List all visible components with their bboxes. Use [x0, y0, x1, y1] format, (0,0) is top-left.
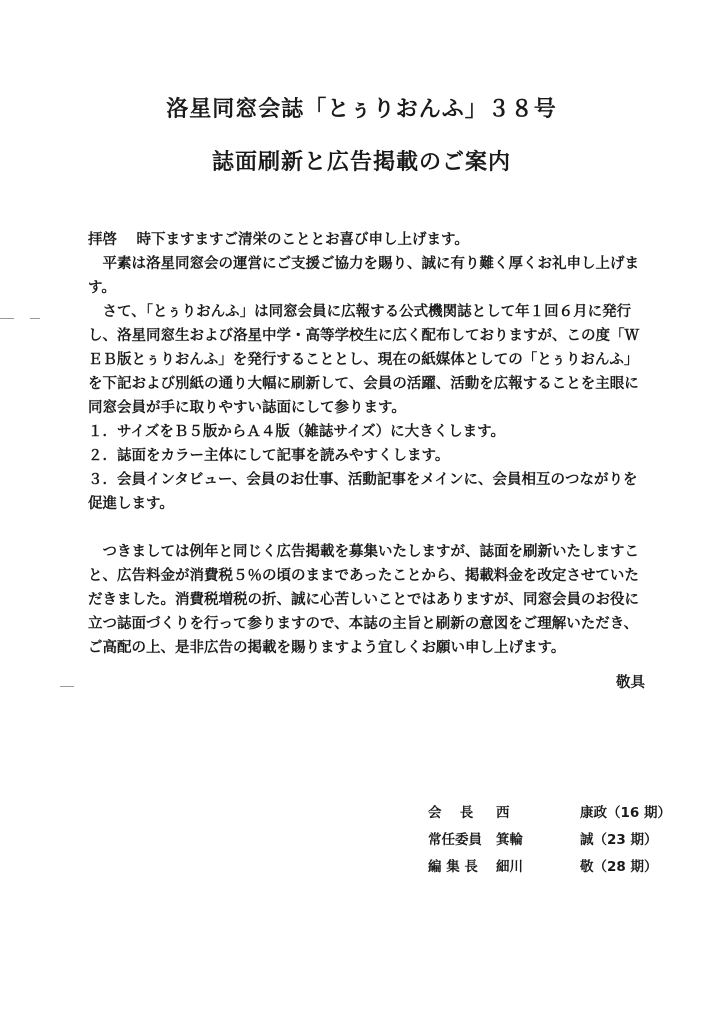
body-line: 平素は洛星同窓会の運営にご支援ご協力を賜り、誠に有り難く厚くお礼申し上げま: [88, 256, 639, 272]
signature-title: 会 長: [428, 805, 474, 821]
document-subtitle: 誌面刷新と広告掲載のご案内: [211, 150, 511, 175]
signature-term: 敬（28 期）: [580, 859, 658, 875]
letter-body: [88, 228, 653, 660]
body-line: ＥＢ版とぅりおんふ」を発行することとし、現在の紙媒体としての「とぅりおんふ」: [88, 352, 639, 368]
body-line: し、洛星同窓生および洛星中学・高等学校生に広く配布しておりますが、この度「Ｗ: [88, 328, 639, 344]
signature-title: 編 集 長: [428, 859, 478, 875]
body-line: さて、「とぅりおんふ」は同窓会員に広報する公式機関誌として年１回６月に発行: [88, 304, 632, 320]
body-line: す。: [88, 280, 116, 296]
signature-name: 箕輪: [496, 832, 523, 848]
scan-artifact-line: [0, 318, 14, 319]
body-line: を下記および別紙の通り大幅に刷新して、会員の活躍、活動を広報することを主眼に: [88, 376, 639, 392]
signature-title: 常任委員: [428, 832, 482, 848]
signature-term: 康政（16 期）: [580, 805, 671, 821]
body-line: ご高配の上、是非広告の掲載を賜りますよう宜しくお願い申し上げます。: [88, 640, 566, 656]
scan-artifact-line: [30, 318, 40, 319]
signature-name: 細川: [496, 859, 523, 875]
list-item-3: ３．会員インタビュー、会員のお仕事、活動記事をメインに、会員相互のつながりを: [88, 472, 638, 488]
signature-row-chair: [428, 800, 671, 827]
signature-name: 西: [496, 805, 510, 821]
body-line: 同窓会員が手に取りやすい誌面にして参ります。: [88, 400, 406, 416]
paragraph-gap: [88, 516, 653, 540]
list-item-1: １．サイズをＢ５版からＡ４版（雑誌サイズ）に大きくします。: [88, 424, 506, 440]
body-line: 立つ誌面づくりを行って参りますので、本誌の主旨と刷新の意図をご理解いただき、: [88, 616, 639, 632]
scan-artifact-line: [60, 686, 74, 687]
body-line: と、広告料金が消費税５％の頃のままであったことから、掲載料金を改定させていた: [88, 568, 639, 584]
body-line: だきました。消費税増税の折、誠に心苦しいことではありますが、同窓会員のお役に: [88, 592, 639, 608]
list-item-2: ２．誌面をカラー主体にして記事を読みやすくします。: [88, 448, 450, 464]
body-line: つきましては例年と同じく広告掲載を募集いたしますが、誌面を刷新いたしますこ: [88, 544, 639, 560]
closing-word: 敬具: [616, 675, 645, 691]
signature-row-committee: [428, 827, 671, 854]
signature-row-editor: [428, 854, 671, 881]
body-line-greeting: 拝啓 時下ますますご清栄のこととお喜び申し上げます。: [88, 232, 469, 248]
list-item-3-continued: 促進します。: [88, 496, 174, 512]
document-title: 洛星同窓会誌「とぅりおんふ」３８号: [166, 97, 557, 122]
signature-term: 誠（23 期）: [580, 832, 658, 848]
signature-block: [428, 800, 671, 881]
